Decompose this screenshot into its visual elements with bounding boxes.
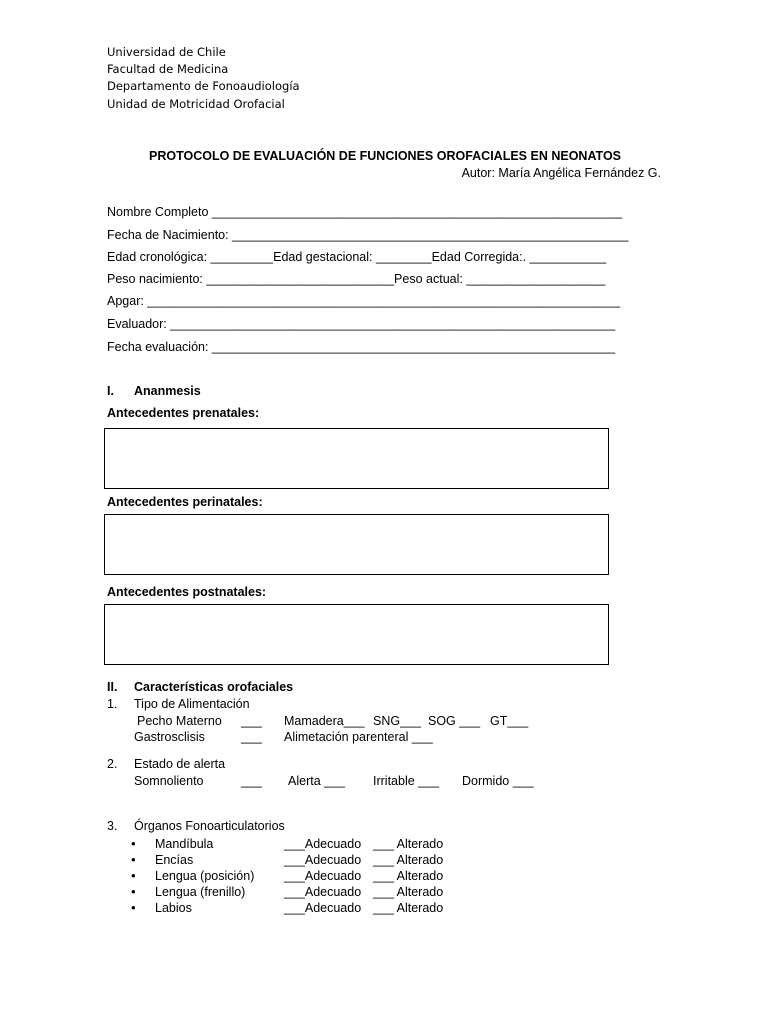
perinatal-label: Antecedentes perinatales: bbox=[107, 495, 263, 509]
perinatal-textbox[interactable] bbox=[104, 514, 609, 575]
somnoliento-blank[interactable]: ___ bbox=[241, 774, 262, 788]
section-1-number: I. bbox=[107, 384, 114, 398]
organ-alterado-option[interactable]: ___ Alterado bbox=[373, 837, 444, 851]
bullet-icon: • bbox=[131, 836, 136, 851]
section-2-number: II. bbox=[107, 680, 118, 694]
dormido-option[interactable]: Dormido ___ bbox=[462, 774, 534, 788]
institution-line-faculty: Facultad de Medicina bbox=[107, 62, 229, 76]
organ-adecuado-option[interactable]: ___Adecuado bbox=[284, 901, 362, 915]
item-1-title: Tipo de Alimentación bbox=[134, 697, 250, 711]
item-2-number: 2. bbox=[107, 757, 118, 771]
sng-option[interactable]: SNG___ bbox=[373, 714, 421, 728]
item-3-number: 3. bbox=[107, 819, 118, 833]
prenatal-textbox[interactable] bbox=[104, 428, 609, 489]
section-1-title: Ananmesis bbox=[134, 384, 201, 398]
parenteral-option[interactable]: Alimetación parenteral ___ bbox=[284, 730, 433, 744]
alerta-option[interactable]: Alerta ___ bbox=[288, 774, 345, 788]
field-edades[interactable]: Edad cronológica: _________Edad gestacional: ________Edad Corregida:. ___________ bbox=[107, 250, 607, 264]
field-peso[interactable]: Peso nacimiento: ___________________________Peso actual: ____________________ bbox=[107, 272, 606, 286]
organ-adecuado-option[interactable]: ___Adecuado bbox=[284, 885, 362, 899]
institution-line-university: Universidad de Chile bbox=[107, 45, 226, 59]
document-title bbox=[0, 150, 768, 163]
bullet-icon: • bbox=[131, 868, 136, 883]
organ-alterado-option[interactable]: ___ Alterado bbox=[373, 853, 444, 867]
field-apgar[interactable]: Apgar: ____________________________________________________________________ bbox=[107, 294, 621, 308]
gt-option[interactable]: GT___ bbox=[490, 714, 529, 728]
organ-name: Labios bbox=[155, 901, 192, 915]
organ-adecuado-option[interactable]: ___Adecuado bbox=[284, 853, 362, 867]
bullet-icon: • bbox=[131, 884, 136, 899]
organ-name: Lengua (frenillo) bbox=[155, 885, 246, 899]
sog-option[interactable]: SOG ___ bbox=[428, 714, 481, 728]
field-fecha-nacimiento[interactable]: Fecha de Nacimiento: _________________________________________________________ bbox=[107, 228, 629, 242]
prenatal-label: Antecedentes prenatales: bbox=[107, 406, 260, 420]
item-1-number: 1. bbox=[107, 697, 118, 711]
institution-line-department: Departamento de Fonoaudiología bbox=[107, 79, 300, 93]
pecho-materno-label: Pecho Materno bbox=[137, 714, 222, 728]
item-3-title: Órganos Fonoarticulatorios bbox=[134, 819, 285, 833]
section-2-title: Características orofaciales bbox=[134, 680, 294, 694]
organ-adecuado-option[interactable]: ___Adecuado bbox=[284, 869, 362, 883]
organ-adecuado-option[interactable]: ___Adecuado bbox=[284, 837, 362, 851]
field-evaluador[interactable]: Evaluador: ________________________________________________________________ bbox=[107, 317, 616, 331]
bullet-icon: • bbox=[131, 852, 136, 867]
gastrosclisis-blank[interactable]: ___ bbox=[241, 730, 262, 744]
institution-line-unit: Unidad de Motricidad Orofacial bbox=[107, 97, 285, 111]
field-nombre-completo[interactable]: Nombre Completo ___________________________________________________________ bbox=[107, 205, 623, 219]
organ-name: Encías bbox=[155, 853, 194, 867]
organ-alterado-option[interactable]: ___ Alterado bbox=[373, 869, 444, 883]
author-line: Autor: María Angélica Fernández G. bbox=[461, 166, 661, 180]
item-2-title: Estado de alerta bbox=[134, 757, 226, 771]
gastrosclisis-label: Gastrosclisis bbox=[134, 730, 205, 744]
bullet-icon: • bbox=[131, 900, 136, 915]
organ-name: Lengua (posición) bbox=[155, 869, 255, 883]
irritable-option[interactable]: Irritable ___ bbox=[373, 774, 440, 788]
somnoliento-label: Somnoliento bbox=[134, 774, 204, 788]
organ-alterado-option[interactable]: ___ Alterado bbox=[373, 885, 444, 899]
postnatal-label: Antecedentes postnatales: bbox=[107, 585, 267, 599]
mamadera-option[interactable]: Mamadera___ bbox=[284, 714, 365, 728]
postnatal-textbox[interactable] bbox=[104, 604, 609, 665]
pecho-materno-blank[interactable]: ___ bbox=[241, 714, 262, 728]
document-title-text: PROTOCOLO DE EVALUACIÓN DE FUNCIONES OROFACIALES EN NEONATOS bbox=[148, 149, 622, 163]
organ-alterado-option[interactable]: ___ Alterado bbox=[373, 901, 444, 915]
field-fecha-evaluacion[interactable]: Fecha evaluación: __________________________________________________________ bbox=[107, 340, 616, 354]
organ-name: Mandíbula bbox=[155, 837, 214, 851]
